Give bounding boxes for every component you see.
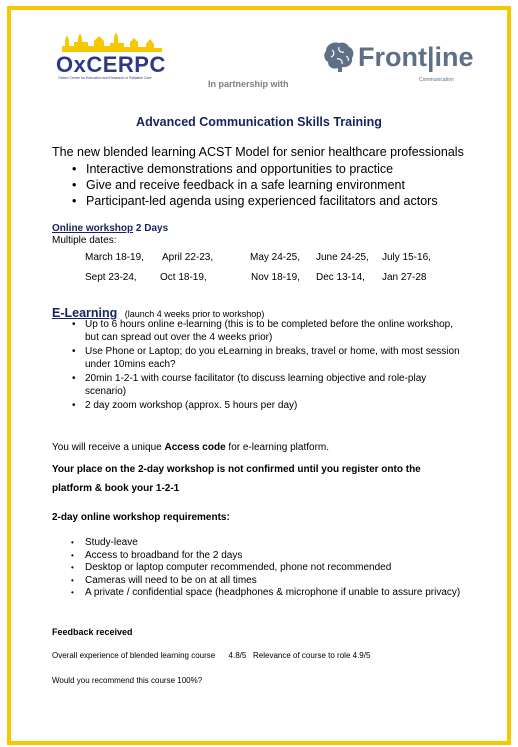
brain-icon (322, 40, 356, 74)
date-item: Sept 23-24, (85, 272, 137, 283)
date-item: March 18-19, (85, 252, 144, 263)
date-item: July 15-16, (382, 252, 431, 263)
intro-bullet-list (52, 161, 438, 209)
online-workshop-heading (52, 223, 168, 234)
access-code-label: Access code (164, 442, 226, 453)
list-item: • Use Phone or Laptop; do you eLearning in breaks, travel or home, with most session under 10mins each? (52, 346, 468, 371)
list-item: • Participant-led agenda using experienced facilitators and actors (52, 193, 438, 209)
frontline-logo (322, 40, 474, 92)
feedback-overall: Overall experience of blended learning course 4.8/5 Relevance of course to role 4.9/5 (52, 651, 371, 660)
oxford-skyline-icon (58, 30, 168, 54)
confirmation-notice: Your place on the 2-day workshop is not confirmed until you register onto the platform & book your 1-2-1 (52, 464, 421, 494)
list-item: • Study-leave (52, 537, 472, 550)
date-item: Dec 13-14, (316, 272, 365, 283)
feedback-recommend: Would you recommend this course 100%? (52, 676, 203, 685)
list-item: • Desktop or laptop computer recommended, phone not recommended (52, 562, 472, 575)
elearning-note: (launch 4 weeks prior to workshop) (124, 309, 265, 319)
list-item: • Interactive demonstrations and opportunities to practice (52, 161, 438, 177)
elearning-label: E-Learning (52, 306, 118, 320)
page-title: Advanced Communication Skills Training (136, 115, 382, 129)
feedback-heading: Feedback received (52, 627, 133, 637)
requirements-heading: 2-day online workshop requirements: (52, 512, 230, 523)
date-item: Oct 18-19, (160, 272, 207, 283)
requirements-list (52, 537, 472, 600)
oxcerpc-wordmark: OxCERPC (56, 52, 166, 77)
online-workshop-duration: 2 Days (135, 223, 169, 234)
list-item: • 20min 1-2-1 with course facilitator (to discuss learning objective and role-play scenario) (52, 373, 468, 398)
multiple-dates-label: Multiple dates: (52, 235, 117, 246)
intro-text: The new blended learning ACST Model for senior healthcare professionals (52, 145, 464, 159)
access-pre: You will receive a unique (52, 442, 162, 453)
list-item: • Cameras will need to be on at all times (52, 575, 472, 588)
online-workshop-label: Online workshop (52, 223, 134, 234)
frontline-subtitle: Communication (419, 77, 454, 83)
list-item: • Up to 6 hours online e-learning (this is to be completed before the online workshop, but can spread out over the 4 weeks prior) (52, 319, 468, 344)
date-item: April 22-23, (162, 252, 214, 263)
date-item: Nov 18-19, (251, 272, 300, 283)
oxcerpc-subtitle: Oxford Centre for Education and Research in Palliative Care (58, 76, 152, 80)
list-item: • Give and receive feedback in a safe learning environment (52, 177, 438, 193)
list-item: • A private / confidential space (headphones & microphone if unable to assure privacy) (52, 587, 472, 600)
access-code-text (52, 442, 329, 453)
list-item: • 2 day zoom workshop (approx. 5 hours per day) (52, 400, 468, 413)
partnership-text: In partnership with (208, 79, 289, 89)
date-item: May 24-25, (250, 252, 301, 263)
access-post: for e-learning platform. (228, 442, 330, 453)
date-item: June 24-25, (316, 252, 369, 263)
list-item: • Access to broadband for the 2 days (52, 550, 472, 563)
date-item: Jan 27-28 (382, 272, 427, 283)
elearning-bullet-list (52, 319, 468, 413)
frontline-wordmark: Front|ine (358, 42, 474, 72)
oxcerpc-logo (56, 30, 176, 82)
